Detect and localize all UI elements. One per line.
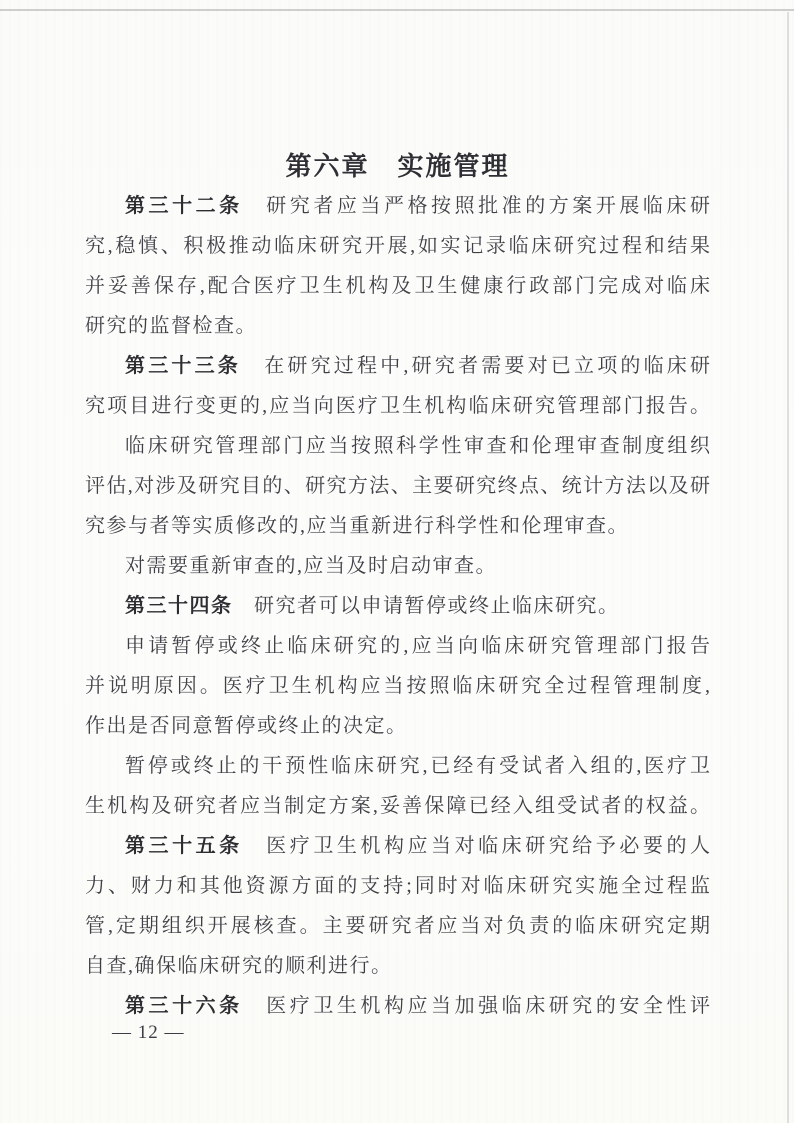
body-line: 临床研究管理部门应当按照科学性审查和伦理审查制度组织: [125, 435, 710, 457]
paragraph: [85, 426, 710, 546]
body-line: 力、财力和其他资源方面的支持;同时对临床研究实施全过程监: [85, 875, 710, 897]
document-body: [85, 186, 710, 1026]
body-line: 第三十六条 医疗卫生机构应当加强临床研究的安全性评: [125, 995, 711, 1017]
body-line: 暂停或终止的干预性临床研究,已经有受试者入组的,医疗卫: [125, 755, 710, 777]
body-line: 第三十三条 在研究过程中,研究者需要对已立项的临床研: [125, 355, 710, 377]
article-number: 第三十六条: [125, 995, 243, 1017]
body-line: 作出是否同意暂停或终止的决定。: [85, 715, 408, 737]
article-number: 第三十四条: [125, 595, 233, 617]
body-line: 并妥善保存,配合医疗卫生机构及卫生健康行政部门完成对临床: [85, 275, 710, 297]
paragraph: [85, 826, 710, 986]
body-line: 究,稳慎、积极推动临床研究开展,如实记录临床研究过程和结果: [85, 235, 710, 257]
body-line: 评估,对涉及研究目的、研究方法、主要研究终点、统计方法以及研: [85, 475, 710, 497]
paragraph: [85, 626, 710, 746]
paragraph: [85, 546, 710, 586]
scan-edge-right-line: [787, 12, 789, 1123]
body-line: 究参与者等实质修改的,应当重新进行科学性和伦理审查。: [85, 515, 629, 537]
body-line: 管,定期组织开展核查。主要研究者应当对负责的临床研究定期: [85, 915, 710, 937]
body-line: 对需要重新审查的,应当及时启动审查。: [125, 555, 497, 577]
paragraph: [85, 586, 710, 626]
body-line: 申请暂停或终止临床研究的,应当向临床研究管理部门报告: [125, 635, 710, 657]
body-line: 研究的监督检查。: [85, 315, 257, 337]
article-number: 第三十五条: [125, 835, 243, 857]
paragraph: [85, 346, 710, 426]
body-line: 第三十五条 医疗卫生机构应当对临床研究给予必要的人: [125, 835, 711, 857]
body-line: 第三十二条 研究者应当严格按照批准的方案开展临床研: [125, 195, 711, 217]
body-line: 生机构及研究者应当制定方案,妥善保障已经入组受试者的权益。: [85, 795, 710, 817]
paragraph: [85, 186, 710, 346]
article-number: 第三十三条: [125, 355, 241, 377]
paragraph: [85, 986, 710, 1026]
body-line: 第三十四条 研究者可以申请暂停或终止临床研究。: [125, 595, 620, 617]
paragraph: [85, 746, 710, 826]
body-line: 并说明原因。医疗卫生机构应当按照临床研究全过程管理制度,: [85, 675, 710, 697]
body-line: 究项目进行变更的,应当向医疗卫生机构临床研究管理部门报告。: [85, 395, 710, 417]
body-line: 自查,确保临床研究的顺利进行。: [85, 955, 393, 977]
scan-edge-top-line: [0, 9, 794, 11]
chapter-title: 第六章 实施管理: [285, 151, 510, 181]
page-number: — 12 —: [112, 1022, 185, 1043]
article-number: 第三十二条: [125, 195, 243, 217]
